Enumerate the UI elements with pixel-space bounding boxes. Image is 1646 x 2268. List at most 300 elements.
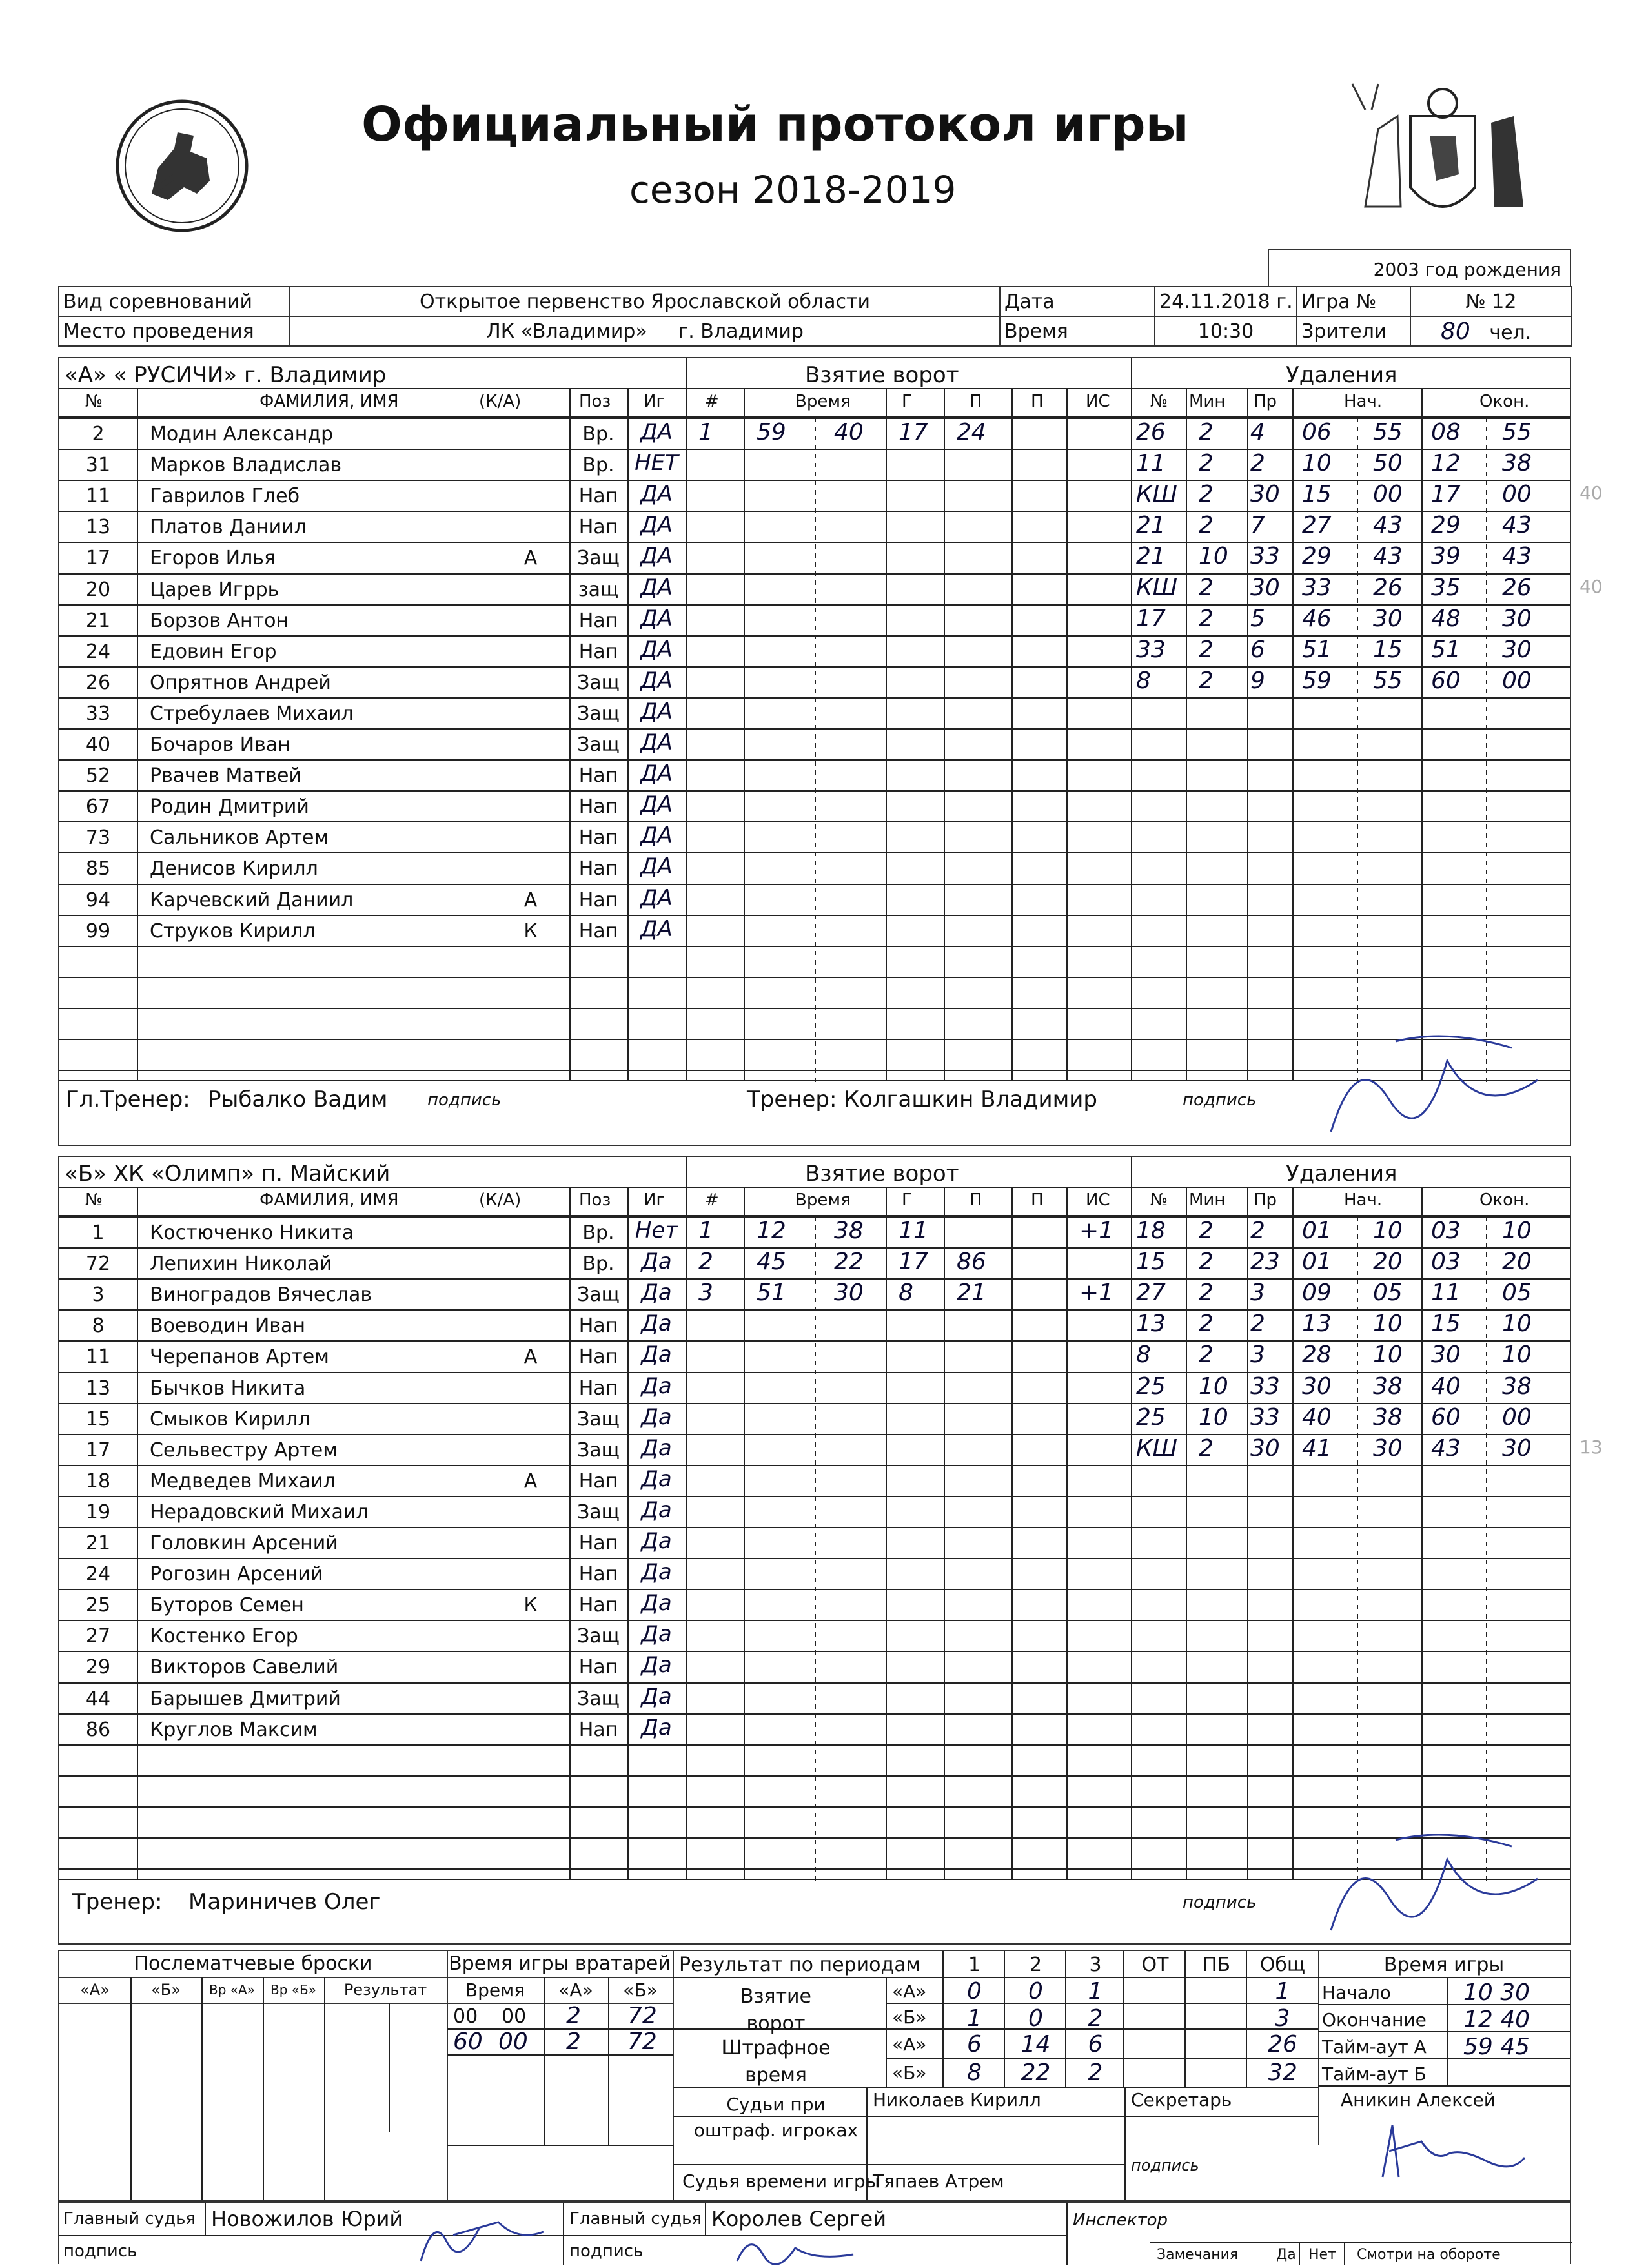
team-a-penalty-end-sec: 43 [1502, 543, 1532, 569]
period-value-goals-b: 0 [1028, 2005, 1043, 2032]
team-b-player-position: Нап [578, 1563, 618, 1586]
season-label: сезон 2018-2019 [629, 168, 957, 212]
period-value-goals-a: 1 [1088, 1978, 1103, 2005]
team-a-player-name: Сальников Артем [150, 826, 329, 849]
team-a-penalty-num: 11 [1136, 450, 1166, 476]
team-a-penalty-end-min: 08 [1431, 419, 1461, 445]
team-a-penalty-min: 2 [1199, 637, 1214, 663]
team-a-goals-title: Взятие ворот [805, 362, 959, 388]
team-a-penalty-row [1131, 604, 1570, 635]
team-a-penalty-start-sec: 50 [1373, 450, 1403, 476]
team-a-player-row [59, 604, 679, 635]
team-a-penalty-reason: 33 [1250, 543, 1280, 569]
shootout-headers [59, 1977, 447, 2004]
team-b-player-row [59, 1465, 679, 1496]
team-b-player-position: Нап [578, 1377, 618, 1400]
summary-block [58, 1950, 1571, 2202]
team-b-player-played: Да [641, 1684, 672, 1710]
team-b-player-position: Нап [578, 1719, 618, 1741]
team-a-player-num: 40 [85, 733, 111, 756]
team-b-penalty-row [1131, 1309, 1570, 1340]
team-b-penalty-end-sec: 10 [1502, 1218, 1532, 1244]
team-a-penalty-min: 2 [1199, 606, 1214, 632]
team-b-player-played: Да [641, 1404, 672, 1430]
team-b-goal-scorer: 17 [899, 1249, 928, 1275]
team-a-penalty-num: КШ [1136, 481, 1178, 507]
team-b-player-num: 13 [85, 1377, 111, 1400]
team-a-player-num: 52 [85, 764, 111, 787]
team-a-col-g-is: ИС [1086, 392, 1110, 411]
team-b-penalty-note: 13 [1580, 1436, 1603, 1458]
team-a-penalty-start-min: 27 [1302, 512, 1332, 538]
team-b-goal-ss: 22 [834, 1249, 864, 1275]
team-a-penalty-row [1131, 480, 1603, 511]
team-b-player-name: Бычков Никита [150, 1377, 306, 1400]
team-b-player-num: 15 [85, 1408, 111, 1431]
team-a-player-played: ДА [640, 885, 673, 911]
team-a-penalty-min: 2 [1199, 668, 1214, 694]
team-a-penalty-row [1131, 666, 1570, 697]
team-a-player-row [59, 884, 679, 915]
shootout-col-result: Результат [343, 1981, 427, 1999]
team-a-penalty-start-sec: 55 [1373, 419, 1403, 445]
team-a-player-played: ДА [640, 668, 673, 693]
team-b-player-position: Защ [577, 1408, 620, 1431]
period-value-pim-b: 32 [1268, 2059, 1297, 2086]
team-b-penalty-num: 15 [1136, 1249, 1166, 1275]
team-a-penalty-reason: 5 [1250, 606, 1265, 632]
team-b-player-played: Да [641, 1652, 672, 1678]
team-a-player-position: защ [578, 578, 619, 601]
team-a-player-name: Бочаров Иван [150, 733, 290, 756]
team-b-col-pos: Поз [579, 1190, 611, 1210]
period-value-pim-b: 2 [1088, 2059, 1103, 2086]
team-a-player-num: 20 [85, 578, 111, 601]
team-a-goal-mm: 59 [757, 419, 786, 445]
team-b-penalty-start-sec: 10 [1373, 1311, 1403, 1337]
ref2-signature [731, 2229, 860, 2268]
team-b-player-played: Нет [635, 1218, 678, 1243]
team-b-block [58, 1156, 1603, 1945]
team-a-player-position: Защ [577, 671, 620, 694]
time-label: Время [1000, 316, 1155, 346]
date-label: Дата [1000, 287, 1155, 316]
team-b-player-num: 1 [92, 1221, 105, 1244]
team-b-player-name: Сельвестру Артем [150, 1439, 338, 1462]
team-b-goal-row [686, 1216, 1131, 1247]
team-b-player-num: 29 [85, 1656, 111, 1679]
timekeeper-label: Судья времени игры [682, 2171, 880, 2192]
team-b-col-g-g: Г [902, 1190, 912, 1210]
team-b-player-row [59, 1682, 679, 1713]
start-label: Начало [1322, 1982, 1391, 2003]
team-b-goal-mm: 12 [757, 1218, 786, 1244]
team-a-penalty-row [1131, 635, 1570, 666]
team-b-goal-situation: +1 [1079, 1280, 1114, 1306]
spectators-unit: чел. [1489, 321, 1532, 344]
team-a-penalty-end-min: 51 [1431, 637, 1461, 663]
team-b-goal-mm: 51 [757, 1280, 786, 1306]
team-a-penalty-num: 17 [1136, 606, 1166, 632]
team-a-player-row [59, 666, 679, 697]
team-a-block [58, 357, 1603, 1146]
team-b-goal-row [686, 1278, 1131, 1309]
team-b-coach-sign: подпись [1183, 1893, 1257, 1912]
team-b-player-name: Черепанов Артем [150, 1345, 329, 1368]
team-b-penalty-end-min: 43 [1431, 1435, 1461, 1462]
team-b-player-name: Барышев Дмитрий [150, 1688, 341, 1710]
team-b-penalty-row [1131, 1434, 1603, 1465]
team-b-player-name: Викторов Савелий [150, 1656, 339, 1679]
team-b-player-num: 3 [92, 1283, 105, 1306]
referees-row [58, 2202, 1571, 2264]
gk-row-1-mm: 00 [453, 2005, 478, 2028]
team-a-player-name: Егоров Илья [150, 547, 276, 569]
team-a-player-played: ДА [640, 792, 673, 817]
team-b-team-title: «Б» ХК «Олимп» п. Майский [65, 1161, 391, 1187]
team-b-player-position: Нап [578, 1314, 618, 1337]
see-back-label: Смотри на обороте [1357, 2247, 1501, 2263]
gk-headers [447, 1977, 673, 2004]
team-a-player-row [59, 573, 679, 604]
team-b-penalty-num: 27 [1136, 1280, 1166, 1306]
team-a-penalty-start-sec: 00 [1373, 481, 1403, 507]
team-b-penalty-start-min: 01 [1302, 1218, 1332, 1244]
team-a-col-g-p2: П [1031, 392, 1044, 411]
team-a-coach-sign: подпись [1183, 1090, 1257, 1110]
team-b-player-captain-mark: А [523, 1470, 538, 1493]
team-a-player-played: ДА [640, 481, 673, 507]
team-a-player-name: Платов Даниил [150, 516, 307, 538]
team-a-penalty-start-min: 15 [1302, 481, 1332, 507]
team-a-player-position: Нап [578, 889, 618, 912]
team-b-penalty-start-sec: 38 [1373, 1404, 1403, 1431]
game-value: № 12 [1410, 287, 1572, 316]
team-a-player-played: ДА [640, 822, 673, 848]
team-a-penalties-title: Удаления [1286, 362, 1397, 388]
team-a-penalty-min: 2 [1199, 481, 1214, 507]
team-b-player-name: Круглов Максим [150, 1719, 318, 1741]
team-a-player-num: 21 [85, 609, 111, 632]
team-b-player-row [59, 1558, 679, 1589]
team-a-player-num: 94 [85, 889, 111, 912]
shootout-col-a: «А» [80, 1981, 110, 1999]
team-a-player-row [59, 418, 679, 449]
team-b-penalty-start-min: 28 [1302, 1342, 1332, 1368]
team-a-penalty-reason: 6 [1250, 637, 1265, 663]
team-a-penalty-note: 40 [1580, 482, 1603, 504]
team-a-player-num: 26 [85, 671, 111, 694]
team-b-col-p-end: Окон. [1479, 1190, 1530, 1210]
team-b-penalty-end-sec: 30 [1502, 1435, 1532, 1462]
team-b-penalty-row [1131, 1216, 1570, 1247]
gk-row-1-ss: 00 [502, 2005, 527, 2028]
team-b-player-played: Да [641, 1590, 672, 1616]
team-b-penalty-min: 10 [1199, 1373, 1228, 1400]
team-b-player-played: Да [641, 1466, 672, 1492]
team-b-player-row [59, 1340, 679, 1371]
team-b-player-played: Да [641, 1621, 672, 1647]
team-b-player-name: Виноградов Вячеслав [150, 1283, 372, 1306]
team-b-player-row [59, 1403, 679, 1434]
team-b-player-row [59, 1247, 679, 1278]
period-value-goals-b: 2 [1088, 2005, 1103, 2032]
team-a-player-position: Защ [577, 547, 620, 569]
end-label: Окончание [1322, 2009, 1427, 2030]
team-a-player-name: Родин Дмитрий [150, 795, 309, 818]
team-b-player-played: Да [641, 1559, 672, 1585]
team-a-player-row [59, 697, 679, 728]
gametime-title: Время игры [1383, 1954, 1505, 1976]
team-a-player-num: 67 [85, 795, 111, 818]
team-a-player-position: Нап [578, 764, 618, 787]
team-a-penalty-num: 33 [1136, 637, 1166, 663]
team-b-player-name: Костюченко Никита [150, 1221, 354, 1244]
team-b-player-played: Да [641, 1342, 672, 1367]
team-a-penalty-reason: 9 [1250, 668, 1265, 694]
spectators-cell [1410, 316, 1572, 346]
team-a-penalty-min: 2 [1199, 575, 1214, 601]
team-b-player-row [59, 1713, 679, 1744]
team-a-player-name: Гаврилов Глеб [150, 485, 300, 507]
team-b-penalty-end-sec: 00 [1502, 1404, 1532, 1431]
team-a-penalty-end-min: 48 [1431, 606, 1461, 632]
team-a-penalty-start-min: 33 [1302, 575, 1332, 601]
page-title: Официальный протокол игры [361, 97, 1189, 152]
shootout-col-gkb: Вр «Б» [270, 1982, 316, 1997]
game-label: Игра № [1297, 287, 1410, 316]
team-b-penalty-reason: 33 [1250, 1404, 1280, 1431]
period-value-pim-a: 6 [967, 2031, 982, 2058]
team-b-penalty-min: 2 [1199, 1280, 1214, 1306]
team-a-col-g-p1: П [970, 392, 982, 411]
team-b-col-g-num: # [705, 1190, 719, 1210]
team-b-penalty-start-min: 01 [1302, 1249, 1332, 1275]
gk-row-2-mm: 60 [453, 2028, 483, 2055]
team-b-player-num: 86 [85, 1719, 111, 1741]
end-value: 12 40 [1463, 2007, 1530, 2033]
team-a-player-num: 2 [92, 423, 105, 445]
shootout-section [59, 1951, 448, 2200]
team-a-penalty-start-sec: 26 [1373, 575, 1403, 601]
team-b-player-position: Нап [578, 1345, 618, 1368]
team-a-penalty-start-sec: 43 [1373, 512, 1403, 538]
penbox-value: Николаев Кирилл [873, 2089, 1041, 2110]
timeout-a-label: Тайм-аут А [1322, 2036, 1427, 2058]
team-b-player-position: Защ [577, 1439, 620, 1462]
period-col-header: ПБ [1202, 1954, 1231, 1976]
team-b-col-num: № [85, 1190, 103, 1210]
team-b-col-g-is: ИС [1086, 1190, 1110, 1210]
team-b-penalty-end-sec: 10 [1502, 1342, 1532, 1368]
team-a-penalty-row [1131, 418, 1570, 449]
team-a-player-num: 99 [85, 920, 111, 943]
team-b-col-g-time: Время [795, 1190, 851, 1210]
team-b-penalty-min: 10 [1199, 1404, 1228, 1431]
team-a-penalty-row [1131, 542, 1570, 573]
team-a-player-played: ДА [640, 916, 673, 942]
team-a-penalty-num: 8 [1136, 668, 1151, 694]
team-a-player-played: НЕТ [635, 450, 678, 476]
secretary-signature [1363, 2116, 1531, 2189]
team-b-player-row [59, 1278, 679, 1309]
team-b-player-captain-mark: А [523, 1345, 538, 1368]
team-b-player-position: Защ [577, 1688, 620, 1710]
team-a-penalty-end-min: 12 [1431, 450, 1461, 476]
period-value-pim-a: 6 [1088, 2031, 1103, 2058]
team-a-penalty-start-min: 06 [1302, 419, 1332, 445]
team-b-penalty-min: 2 [1199, 1311, 1214, 1337]
time-value: 10:30 [1155, 316, 1297, 346]
team-a-player-name: Марков Владислав [150, 454, 342, 476]
team-b-player-played: Да [641, 1280, 672, 1305]
team-b-penalties-title: Удаления [1286, 1161, 1397, 1187]
team-b-player-played: Да [641, 1435, 672, 1461]
team-b-player-position: Вр. [582, 1252, 615, 1275]
team-b-col-p-min: Мин [1189, 1190, 1226, 1210]
team-a-goal-num: 1 [698, 419, 713, 445]
team-b-penalty-row [1131, 1372, 1570, 1403]
team-b-player-row [59, 1589, 679, 1620]
team-b-player-num: 44 [85, 1688, 111, 1710]
team-a-penalty-start-sec: 55 [1373, 668, 1403, 694]
team-b-penalty-end-sec: 20 [1502, 1249, 1532, 1275]
team-a-player-position: Защ [577, 733, 620, 756]
period-value-pim-b: 22 [1021, 2059, 1051, 2086]
team-b-player-num: 19 [85, 1501, 111, 1524]
team-b-penalty-start-min: 40 [1302, 1404, 1332, 1431]
team-a-penalty-end-min: 35 [1431, 575, 1461, 601]
gk-row-1 [447, 2004, 673, 2028]
period-col-header: 2 [1029, 1954, 1042, 1976]
team-a-player-row [59, 728, 679, 759]
team-b-penalty-row [1131, 1247, 1570, 1278]
team-a-player-played: ДА [640, 853, 673, 879]
team-a-col-p-end: Окон. [1479, 392, 1530, 411]
period-value-goals-a: 1 [1275, 1978, 1290, 2005]
team-b-goal-assist-1: 86 [957, 1249, 986, 1275]
team-a-penalty-num: 26 [1136, 419, 1166, 445]
ref2-label: Главный судья [569, 2209, 702, 2229]
team-b-penalty-end-min: 40 [1431, 1373, 1461, 1400]
team-b-goal-mm: 45 [757, 1249, 786, 1275]
period-value-goals-a: 0 [1028, 1978, 1043, 2005]
team-a-col-ka: (К/А) [479, 392, 522, 411]
gk-col-time: Время [465, 1979, 525, 2001]
team-b-penalty-end-sec: 05 [1502, 1280, 1532, 1306]
team-b-player-position: Нап [578, 1470, 618, 1493]
ref1-label: Главный судья [63, 2209, 196, 2229]
team-a-player-row [59, 790, 679, 821]
birth-year: 2003 год рождения [1373, 259, 1561, 280]
team-b-penalty-end-min: 03 [1431, 1249, 1461, 1275]
team-b-penalty-end-sec: 38 [1502, 1373, 1532, 1400]
team-a-player-played: ДА [640, 575, 673, 600]
period-value-goals-a: 0 [967, 1978, 982, 2005]
team-a-penalty-end-sec: 55 [1502, 419, 1532, 445]
team-b-player-row [59, 1434, 679, 1465]
team-a-player-num: 33 [85, 702, 111, 725]
team-a-player-num: 17 [85, 547, 111, 569]
team-b-penalty-min: 2 [1199, 1249, 1214, 1275]
team-b-player-num: 24 [85, 1563, 111, 1586]
gk-title: Время игры вратарей [447, 1951, 673, 1978]
yes-label: Да [1276, 2247, 1296, 2263]
team-a-col-p-min: Мин [1189, 392, 1226, 411]
team-b-player-captain-mark: К [523, 1594, 538, 1617]
team-b-player-row [59, 1216, 679, 1247]
team-a-player-played: ДА [640, 606, 673, 631]
team-b-player-played: Да [641, 1528, 672, 1554]
team-b-penalty-start-sec: 05 [1373, 1280, 1403, 1306]
penbox-label: Судьи при оштраф. игроках [693, 2094, 859, 2141]
team-a-penalty-end-sec: 26 [1502, 575, 1532, 601]
team-a-player-row [59, 449, 679, 480]
team-b-player-position: Защ [577, 1625, 620, 1648]
team-b-penalty-reason: 3 [1250, 1342, 1265, 1368]
team-a-player-name: Денисов Кирилл [150, 857, 318, 880]
team-a-penalty-end-sec: 38 [1502, 450, 1532, 476]
team-a-penalty-start-min: 10 [1302, 450, 1332, 476]
shootout-col-gka: Вр «А» [209, 1982, 255, 1997]
team-a-penalty-end-sec: 43 [1502, 512, 1532, 538]
team-b-penalty-start-sec: 10 [1373, 1218, 1403, 1244]
team-b-player-name: Буторов Семен [150, 1594, 304, 1617]
team-a-col-p-start: Нач. [1344, 392, 1383, 411]
team-b-player-row [59, 1372, 679, 1403]
period-col-header: 3 [1089, 1954, 1102, 1976]
timeout-b-label: Тайм-аут Б [1322, 2063, 1427, 2085]
team-b-penalty-row [1131, 1340, 1570, 1371]
gk-row-1-b: 72 [627, 2003, 657, 2029]
team-b-player-num: 18 [85, 1470, 111, 1493]
team-a-player-name: Стребулаев Михаил [150, 702, 354, 725]
period-col-header: Общ [1259, 1954, 1306, 1976]
team-b-penalty-reason: 2 [1250, 1218, 1265, 1244]
team-b-goal-row [686, 1247, 1131, 1278]
team-b-penalty-end-min: 15 [1431, 1311, 1461, 1337]
team-a-team-title: «А» « РУСИЧИ» г. Владимир [65, 362, 387, 388]
team-a-col-g-g: Г [902, 392, 912, 411]
team-a-penalty-reason: 30 [1250, 481, 1280, 507]
team-a-player-position: Нап [578, 795, 618, 818]
gk-row-2-b: 72 [627, 2028, 657, 2055]
team-b-goal-scorer: 11 [899, 1218, 928, 1244]
team-a-player-name: Опрятнов Андрей [150, 671, 331, 694]
team-a-col-played: Иг [644, 392, 666, 411]
team-a-player-position: Нап [578, 920, 618, 943]
team-a-col-name: ФАМИЛИЯ, ИМЯ [259, 392, 399, 411]
venue-value: ЛК «Владимир» г. Владимир [290, 316, 1000, 346]
team-b-player-row [59, 1309, 679, 1340]
team-a-goal-ss: 40 [834, 419, 864, 445]
team-a-player-position: Нап [578, 516, 618, 538]
team-a-player-row [59, 821, 679, 852]
team-b-player-position: Защ [577, 1501, 620, 1524]
team-b-player-name: Костенко Егор [150, 1625, 298, 1648]
team-a-penalty-min: 2 [1199, 450, 1214, 476]
gk-row-2-ss: 00 [498, 2028, 528, 2055]
team-a-player-played: ДА [640, 761, 673, 786]
team-b-penalty-reason: 23 [1250, 1249, 1280, 1275]
secretary-label: Секретарь [1131, 2089, 1232, 2110]
pim-a-mark: «А» [892, 2034, 927, 2055]
team-b-goal-ss: 30 [834, 1280, 864, 1306]
team-b-player-position: Защ [577, 1283, 620, 1306]
team-b-player-num: 11 [85, 1345, 111, 1368]
team-a-col-p-num: № [1150, 392, 1168, 411]
team-b-goals-title: Взятие ворот [805, 1161, 959, 1187]
